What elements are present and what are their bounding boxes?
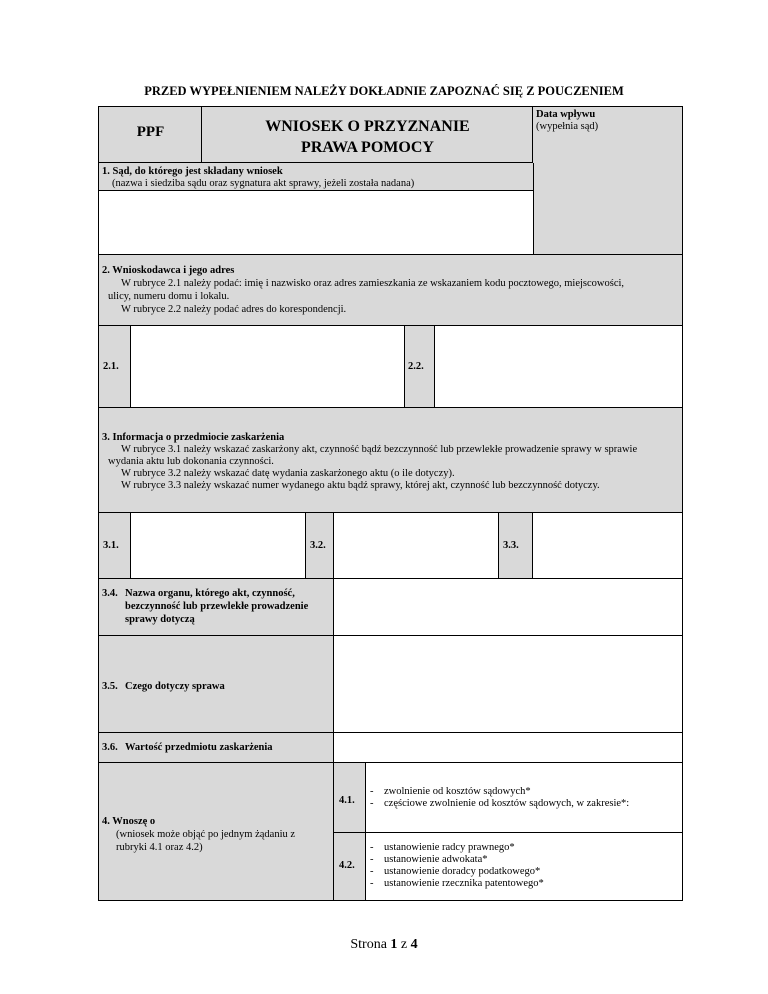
page-prefix: Strona (350, 937, 391, 952)
field-3-4-line2: bezczynność lub przewlekłe prowadzenie (125, 601, 309, 612)
field-3-5-num: 3.5. (102, 681, 118, 692)
field-3-3-label: 3.3. (503, 540, 519, 551)
page-total: 4 (410, 937, 418, 952)
form-code: PPF (136, 124, 165, 140)
act-number-input[interactable] (533, 513, 682, 579)
field-2-1-label: 2.1. (103, 361, 119, 372)
contested-act-input[interactable] (131, 513, 306, 579)
section3-line4: W rubryce 3.3 należy wskazać numer wydanego aktu bądź sprawy, której akt, czynność lub bezczynność dotyczy. (121, 480, 600, 491)
option-patent-attorney[interactable]: - ustanowienie rzecznika patentowego* (370, 878, 544, 890)
field-3-4-num: 3.4. (102, 588, 118, 599)
act-date-input[interactable] (334, 513, 499, 579)
page-separator: z (397, 937, 411, 952)
field-3-4-line3: sprawy dotyczą (125, 614, 195, 625)
form-instruction: PRZED WYPEŁNIENIEM NALEŻY DOKŁADNIE ZAPOZNAĆ SIĘ Z POUCZENIEM (144, 84, 624, 98)
section2-title: 2. Wnioskodawca i jego adres (102, 265, 235, 276)
option-partial-exemption[interactable]: - częściowe zwolnienie od kosztów sądowych, w zakresie*: (370, 798, 629, 810)
option-tax-advisor[interactable]: - ustanowienie doradcy podatkowego* (370, 866, 544, 878)
cost-exemption-options (370, 786, 629, 810)
page-current: 1 (390, 937, 398, 952)
applicant-address-input[interactable] (131, 326, 405, 408)
section3-line2: wydania aktu lub dokonania czynności. (108, 456, 274, 467)
field-3-2-label: 3.2. (310, 540, 326, 551)
representative-options (370, 842, 544, 890)
option-full-exemption[interactable]: - zwolnienie od kosztów sądowych* (370, 786, 629, 798)
field-3-6-label: Wartość przedmiotu zaskarżenia (125, 742, 273, 753)
receipt-date-label: Data wpływu (536, 109, 596, 120)
section3-line1: W rubryce 3.1 należy wskazać zaskarżony akt, czynność bądź bezczynność lub przewlekłe prowadzenie sprawy w sprawie (121, 444, 638, 455)
section3-title: 3. Informacja o przedmiocie zaskarżenia (102, 432, 285, 443)
section3-line3: W rubryce 3.2 należy wskazać datę wydania zaskarżonego aktu (o ile dotyczy). (121, 468, 455, 479)
option-advocate[interactable]: - ustanowienie adwokata* (370, 854, 544, 866)
field-2-2-label: 2.2. (408, 361, 424, 372)
section4-note2: rubryki 4.1 oraz 4.2) (116, 842, 203, 853)
field-4-2-label: 4.2. (339, 860, 355, 871)
section2-line1: W rubryce 2.1 należy podać: imię i nazwisko oraz adres zamieszkania ze wskazaniem kodu pocztowego, miejscowości, (121, 278, 625, 289)
section4-title: 4. Wnoszę o (102, 816, 156, 827)
section1-note: (nazwa i siedziba sądu oraz sygnatura akt sprawy, jeżeli została nadana) (112, 178, 415, 189)
form-title-line1: WNIOSEK O PRZYZNANIE (265, 118, 470, 135)
field-3-4-line1: Nazwa organu, którego akt, czynność, (125, 588, 295, 599)
page-number (0, 937, 768, 953)
authority-name-input[interactable] (334, 579, 682, 636)
correspondence-address-input[interactable] (435, 326, 682, 408)
receipt-date-note: (wypełnia sąd) (536, 121, 599, 132)
field-3-1-label: 3.1. (103, 540, 119, 551)
field-3-6-num: 3.6. (102, 742, 118, 753)
court-name-input[interactable] (99, 191, 534, 255)
section4-note1: (wniosek może objąć po jednym żądaniu z (116, 829, 296, 840)
form-title-line2: PRAWA POMOCY (301, 139, 434, 156)
field-4-1-label: 4.1. (339, 795, 355, 806)
section1-title: 1. Sąd, do którego jest składany wniosek (102, 166, 283, 177)
section2-line2: ulicy, numeru domu i lokalu. (108, 291, 230, 302)
section2-line3: W rubryce 2.2 należy podać adres do korespondencji. (121, 304, 347, 315)
case-subject-input[interactable] (334, 636, 682, 733)
field-3-5-label: Czego dotyczy sprawa (125, 681, 225, 692)
option-legal-counsel[interactable]: - ustanowienie radcy prawnego* (370, 842, 544, 854)
claim-value-input[interactable] (334, 733, 682, 763)
